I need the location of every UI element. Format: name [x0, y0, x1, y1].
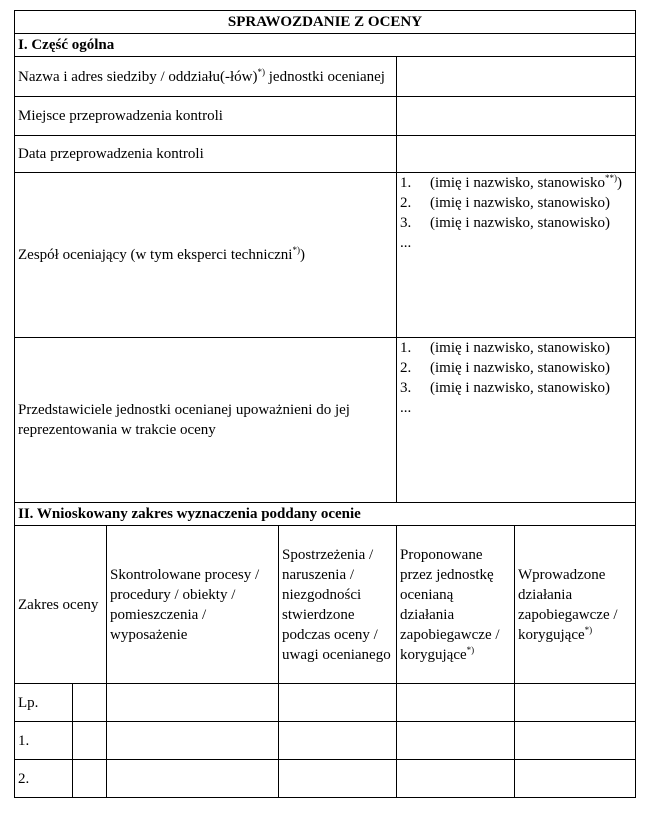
report-form [14, 10, 635, 798]
cell[interactable] [107, 684, 279, 722]
cell[interactable] [107, 760, 279, 798]
reps-ellipsis: ... [400, 400, 412, 416]
cell[interactable] [397, 760, 515, 798]
table-row [15, 722, 636, 760]
rep-member-3: 3. (imię i nazwisko, stanowisko) [400, 380, 610, 396]
row-name-address-label: Nazwa i adres siedziby / oddziału(-łów)*) jednostki ocenianej [15, 57, 397, 97]
header-spostrzezenia: Spostrzeżenia / naruszenia / niezgodności stwierdzone podczas oceny / uwagi ocenianego [279, 526, 397, 684]
report-table [14, 10, 636, 798]
rep-member-1: 1. (imię i nazwisko, stanowisko) [400, 340, 610, 356]
rep-member-2: 2. (imię i nazwisko, stanowisko) [400, 360, 610, 376]
row-date-label: Data przeprowadzenia kontroli [15, 136, 397, 173]
cell[interactable] [397, 722, 515, 760]
cell[interactable] [397, 684, 515, 722]
row-number: Lp. [15, 684, 73, 722]
row-team-value[interactable] [397, 173, 636, 338]
table-row [15, 684, 636, 722]
cell[interactable] [279, 684, 397, 722]
row-reps-label: Przedstawiciele jednostki ocenianej upoważnieni do jej reprezentowania w trakcie oceny [15, 338, 397, 503]
cell[interactable] [515, 760, 636, 798]
team-member-1: 1. (imię i nazwisko, stanowisko**)) [400, 173, 622, 191]
header-procesy: Skontrolowane procesy / procedury / obiekty / pomieszczenia / wyposażenie [107, 526, 279, 684]
cell[interactable] [515, 722, 636, 760]
table-row [15, 760, 636, 798]
cell[interactable] [73, 722, 107, 760]
row-number: 2. [15, 760, 73, 798]
report-title: SPRAWOZDANIE Z OCENY [15, 11, 636, 34]
cell[interactable] [279, 722, 397, 760]
cell[interactable] [279, 760, 397, 798]
team-member-3: 3. (imię i nazwisko, stanowisko) [400, 215, 610, 231]
row-place-label: Miejsce przeprowadzenia kontroli [15, 97, 397, 136]
row-date-value[interactable] [397, 136, 636, 173]
cell[interactable] [73, 684, 107, 722]
cell[interactable] [515, 684, 636, 722]
row-name-address-value[interactable] [397, 57, 636, 97]
section-1-heading: I. Część ogólna [15, 34, 636, 57]
header-wprowadzone: Wprowadzone działania zapobiegawcze / korygujące*) [515, 526, 636, 684]
cell[interactable] [107, 722, 279, 760]
header-zakres: Zakres oceny [15, 526, 107, 684]
section-2-heading: II. Wnioskowany zakres wyznaczenia poddany ocenie [15, 503, 636, 526]
header-proponowane: Proponowane przez jednostkę ocenianą działania zapobiegawcze / korygujące*) [397, 526, 515, 684]
team-ellipsis: ... [400, 235, 412, 251]
row-number: 1. [15, 722, 73, 760]
row-reps-value[interactable] [397, 338, 636, 503]
team-member-2: 2. (imię i nazwisko, stanowisko) [400, 195, 610, 211]
cell[interactable] [73, 760, 107, 798]
row-team-label: Zespół oceniający (w tym eksperci techniczni*)) [15, 173, 397, 338]
row-place-value[interactable] [397, 97, 636, 136]
